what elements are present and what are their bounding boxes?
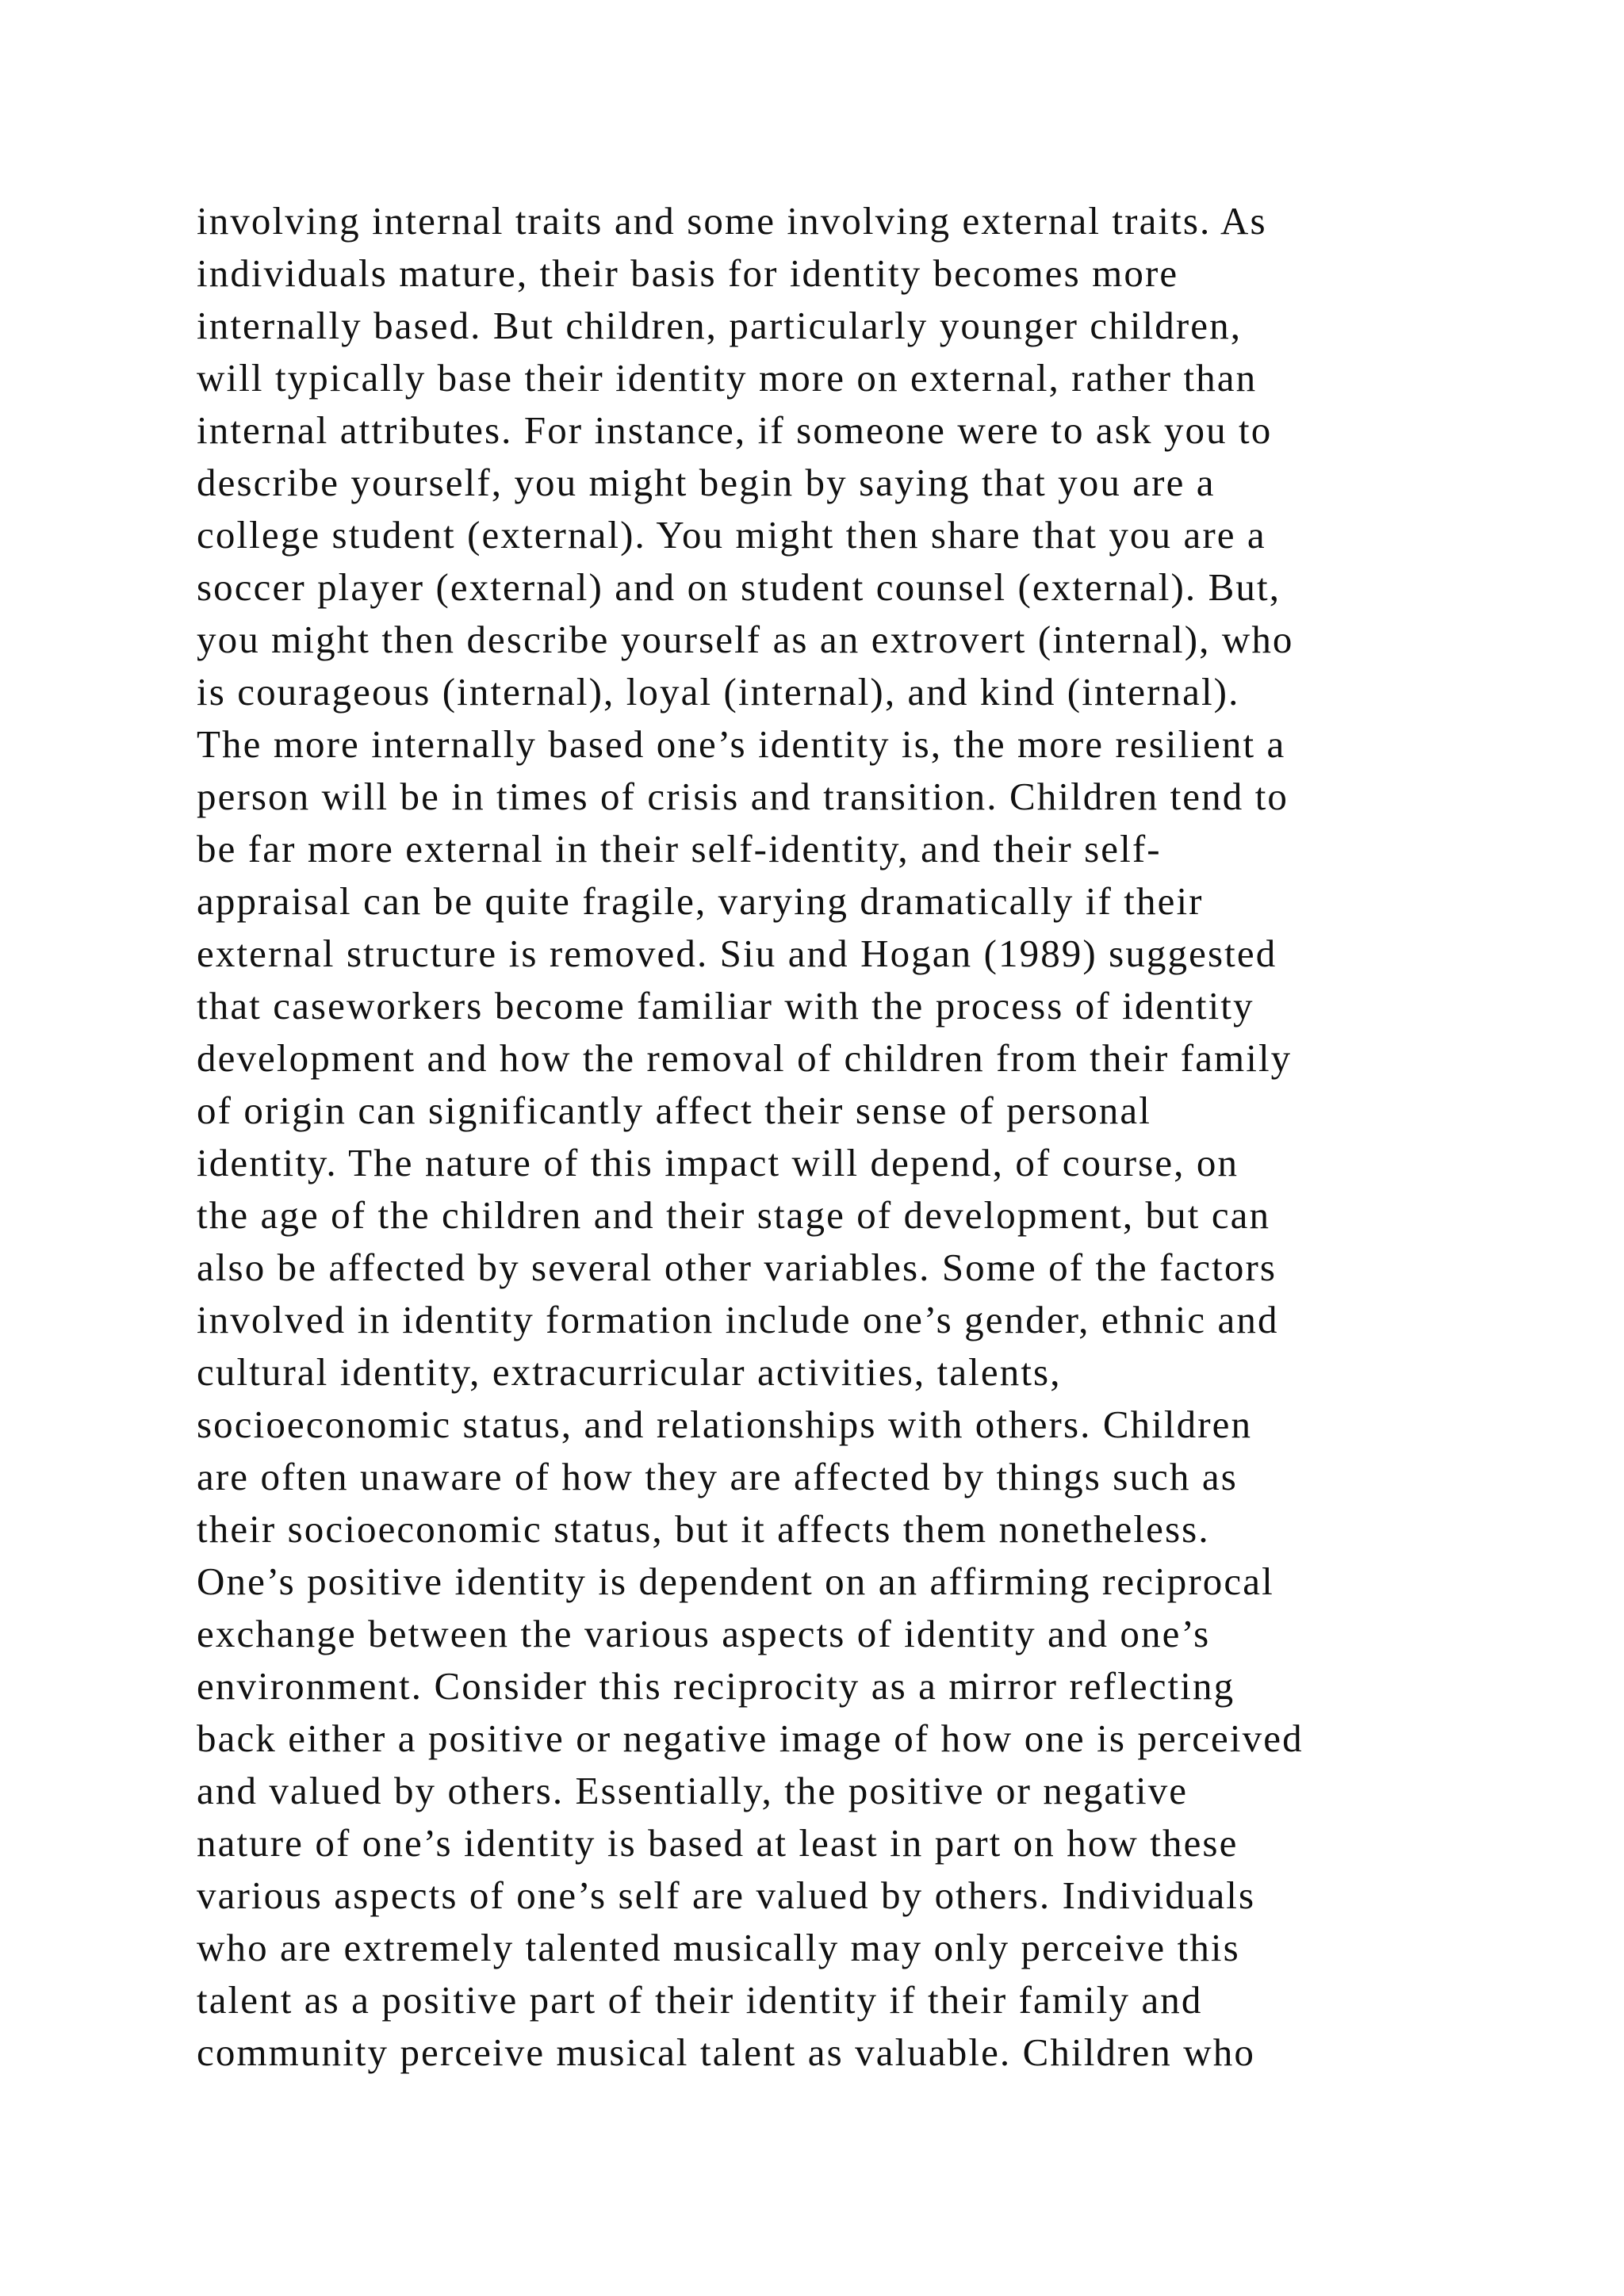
text-line-6: describe yourself, you might begin by saying that you are a [197, 461, 1216, 504]
text-line-36: community perceive musical talent as valuable. Children who [197, 2030, 1255, 2074]
text-line-12: person will be in times of crisis and transition. Children tend to [197, 775, 1289, 818]
text-line-3: internally based. But children, particularly younger children, [197, 304, 1243, 347]
text-line-24: socioeconomic status, and relationships with others. Children [197, 1402, 1253, 1446]
text-line-8: soccer player (external) and on student counsel (external). But, [197, 565, 1281, 609]
text-line-10: is courageous (internal), loyal (internal), and kind (internal). [197, 670, 1240, 714]
text-line-33: various aspects of one’s self are valued by others. Individuals [197, 1873, 1256, 1917]
text-line-16: that caseworkers become familiar with the process of identity [197, 984, 1254, 1027]
text-line-35: talent as a positive part of their identity if their family and [197, 1978, 1203, 2022]
text-line-21: also be affected by several other variables. Some of the factors [197, 1246, 1277, 1289]
text-line-11: The more internally based one’s identity is, the more resilient a [197, 722, 1286, 766]
text-line-5: internal attributes. For instance, if someone were to ask you to [197, 408, 1273, 452]
text-line-23: cultural identity, extracurricular activities, talents, [197, 1350, 1062, 1394]
text-line-31: and valued by others. Essentially, the positive or negative [197, 1769, 1189, 1812]
text-line-29: environment. Consider this reciprocity as a mirror reflecting [197, 1664, 1235, 1708]
text-line-7: college student (external). You might then share that you are a [197, 513, 1266, 557]
text-line-32: nature of one’s identity is based at least in part on how these [197, 1821, 1239, 1865]
text-line-22: involved in identity formation include one’s gender, ethnic and [197, 1298, 1279, 1341]
text-line-19: identity. The nature of this impact will depend, of course, on [197, 1141, 1239, 1184]
text-line-27: One’s positive identity is dependent on an affirming reciprocal [197, 1559, 1274, 1603]
text-line-28: exchange between the various aspects of identity and one’s [197, 1612, 1211, 1655]
text-line-4: will typically base their identity more on external, rather than [197, 356, 1258, 400]
text-line-34: who are extremely talented musically may only perceive this [197, 1926, 1240, 1969]
text-line-14: appraisal can be quite fragile, varying dramatically if their [197, 879, 1204, 923]
text-line-15: external structure is removed. Siu and Hogan (1989) suggested [197, 932, 1277, 975]
text-line-13: be far more external in their self-identity, and their self- [197, 827, 1162, 871]
text-line-1: involving internal traits and some involving external traits. As [197, 199, 1267, 243]
text-line-20: the age of the children and their stage of development, but can [197, 1193, 1271, 1237]
text-line-26: their socioeconomic status, but it affects them nonetheless. [197, 1507, 1210, 1551]
text-line-30: back either a positive or negative image of how one is perceived [197, 1716, 1304, 1760]
text-line-9: you might then describe yourself as an extrovert (internal), who [197, 618, 1294, 661]
text-line-2: individuals mature, their basis for identity becomes more [197, 251, 1179, 295]
text-line-18: of origin can significantly affect their sense of personal [197, 1089, 1151, 1132]
text-line-25: are often unaware of how they are affected by things such as [197, 1455, 1238, 1498]
body-text [197, 195, 1481, 2079]
text-line-17: development and how the removal of children from their family [197, 1036, 1293, 1080]
